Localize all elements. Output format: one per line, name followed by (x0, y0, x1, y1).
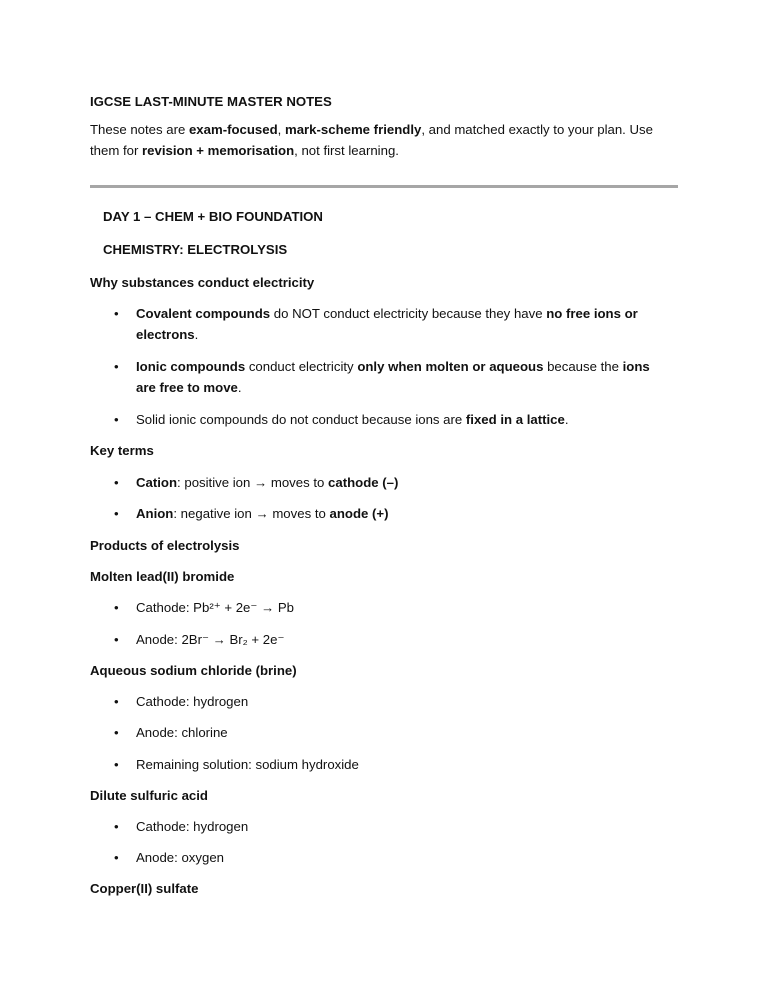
list-item (114, 409, 660, 430)
subheading-sulfuric-acid: Dilute sulfuric acid (90, 788, 208, 803)
text: do NOT conduct electricity because they have (270, 306, 547, 321)
text: , not first learning. (294, 143, 399, 158)
text: Remaining solution: sodium hydroxide (136, 757, 359, 772)
section-heading: CHEMISTRY: ELECTROLYSIS (103, 242, 288, 257)
list-item (114, 356, 660, 398)
doc-title: IGCSE LAST-MINUTE MASTER NOTES (90, 94, 332, 109)
bold-text: Ionic compounds (136, 359, 246, 374)
bold-text: Covalent compounds (136, 306, 271, 321)
text: Solid ionic compounds do not conduct because ions are (136, 412, 466, 427)
bold-text: anode (+) (329, 506, 389, 521)
list-item (114, 303, 660, 345)
text: Anode: 2Br⁻ → Br₂ + 2e⁻ (136, 632, 285, 647)
text: Anode: oxygen (136, 850, 224, 865)
text: . (237, 380, 242, 395)
bold-text: cathode (–) (328, 475, 399, 490)
subheading-molten-lead-bromide: Molten lead(II) bromide (90, 569, 235, 584)
text: , and matched exactly to your plan. Use them for (90, 122, 653, 158)
subheading-brine: Aqueous sodium chloride (brine) (90, 663, 297, 678)
list-item (114, 472, 660, 493)
text: : positive ion → moves to (177, 475, 329, 490)
list-item (114, 503, 660, 524)
intro-paragraph (90, 119, 678, 161)
bullet-icon: • (114, 757, 119, 772)
text: , (277, 122, 285, 137)
bold-text: no free ions or electrons (136, 306, 638, 342)
bold-text: Cation (136, 475, 178, 490)
text: conduct electricity (245, 359, 358, 374)
list-item (114, 629, 660, 650)
subheading-products: Products of electrolysis (90, 538, 240, 553)
list-item (114, 597, 660, 618)
list-item (114, 847, 660, 868)
horizontal-rule (90, 185, 678, 188)
bold-text: fixed in a lattice (465, 412, 565, 427)
bold-text: Anion (136, 506, 174, 521)
bullet-icon: • (114, 725, 119, 740)
bullet-icon: • (114, 359, 119, 374)
bold-text: only when molten or aqueous (357, 359, 544, 374)
bold-text: mark-scheme friendly (284, 122, 422, 137)
bullet-icon: • (114, 475, 119, 490)
bullet-icon: • (114, 819, 119, 834)
list-item (114, 691, 660, 712)
list-item (114, 722, 660, 743)
bold-text: ions are free to move (136, 359, 650, 395)
list-item (114, 816, 660, 837)
bullet-icon: • (114, 850, 119, 865)
bold-text: exam-focused (188, 122, 278, 137)
bold-text: revision + memorisation (142, 143, 295, 158)
text: : negative ion → moves to (173, 506, 330, 521)
text: . (194, 327, 199, 342)
list-item (114, 754, 660, 775)
bullet-icon: • (114, 506, 119, 521)
bullet-icon: • (114, 306, 119, 321)
subheading-key-terms: Key terms (90, 443, 154, 458)
text: . (564, 412, 569, 427)
text: Cathode: hydrogen (136, 819, 249, 834)
text: Cathode: hydrogen (136, 694, 249, 709)
subheading-conduct: Why substances conduct electricity (90, 275, 315, 290)
bullet-icon: • (114, 412, 119, 427)
text: These notes are (90, 122, 189, 137)
text: Cathode: Pb²⁺ + 2e⁻ → Pb (136, 600, 294, 615)
text: Anode: chlorine (136, 725, 228, 740)
bullet-icon: • (114, 694, 119, 709)
bullet-icon: • (114, 600, 119, 615)
subheading-copper-sulfate: Copper(II) sulfate (90, 881, 199, 896)
text: because the (543, 359, 623, 374)
day-heading: DAY 1 – CHEM + BIO FOUNDATION (103, 209, 323, 224)
bullet-icon: • (114, 632, 119, 647)
